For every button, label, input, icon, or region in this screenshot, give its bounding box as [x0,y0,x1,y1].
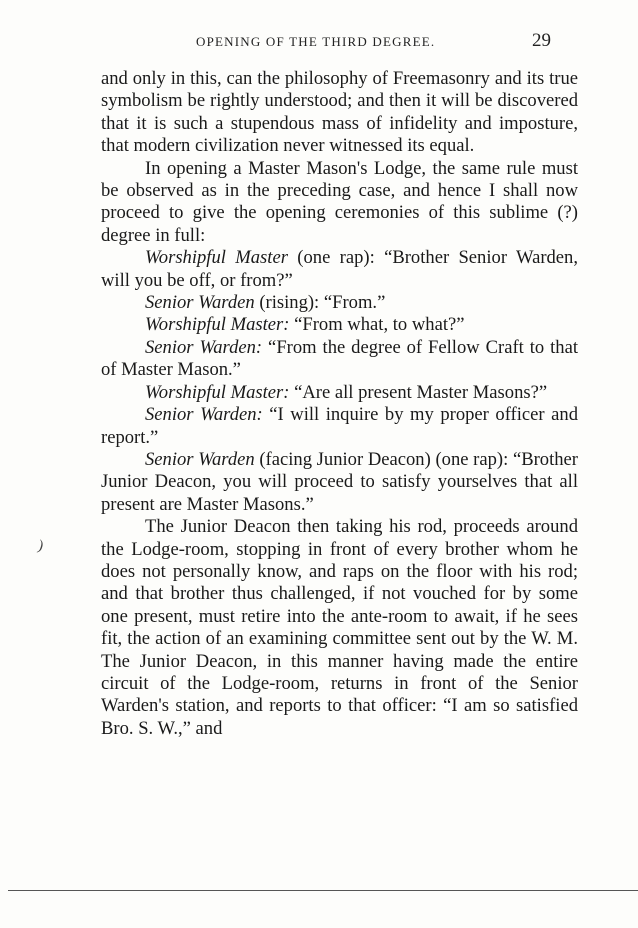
speaker-name: Senior Warden: [145,404,263,426]
dialogue-line: Worshipful Master (one rap): “Brother Senior Warden, will you be off, or from?” [101,247,579,291]
paragraph: and only in this, can the philosophy of Freemasonry and its true symbolism be rightly understood; and then it will be discovered that it is such a stupendous mass of infidelity and imposture, that modern civilization never witnessed its equal. [101,68,578,157]
speaker-name: Senior Warden [145,292,255,314]
dialogue-line: Worshipful Master: “Are all present Master Masons?” [145,381,548,403]
dialogue-line: Senior Warden: “From the degree of Fellow Craft to that of Master Mason.” [101,336,579,381]
margin-mark: ) [36,537,46,555]
dialogue-line: Senior Warden (facing Junior Deacon) (one rap): “Brother Junior Deacon, you will proceed to satisfy yourselves that all present are Master Masons.” [101,448,578,515]
dialogue-line: Senior Warden: “I will inquire by my proper officer and report.” [101,404,578,448]
dialogue-line: Senior Warden (rising): “From.” [145,292,386,314]
body-text [101,68,578,740]
bottom-rule [8,890,638,891]
paragraph: In opening a Master Mason's Lodge, the same rule must be observed as in the preceding case, and hence I shall now proceed to give the opening ceremonies of this sublime (?) degree in full: [101,157,578,246]
speaker-name: Worshipful Master: [145,381,290,403]
speaker-name: Senior Warden: [145,336,263,358]
page-header [0,28,638,56]
speaker-name: Worshipful Master [145,247,288,269]
page-number: 29 [532,30,551,51]
speaker-name: Senior Warden [145,448,255,470]
paragraph: The Junior Deacon then taking his rod, proceeds around the Lodge-room, stopping in front of every brother whom he does not personally know, and raps on the floor with his rod; and that brother thus challenged, if not vouched for by some one present, must retire into the ante-room to await, if he sees fit, the action of an examining committee sent out by the W. M. The Junior Deacon, in this manner having made the entire circuit of the Lodge-room, returns in front of the Senior Warden's station, and reports to that officer: “I am so satisfied Bro. S. W.,” and [101,516,578,739]
dialogue-line: Worshipful Master: “From what, to what?” [145,314,465,336]
speaker-name: Worshipful Master: [145,314,290,336]
running-head: OPENING OF THE THIRD DEGREE. [196,34,436,49]
